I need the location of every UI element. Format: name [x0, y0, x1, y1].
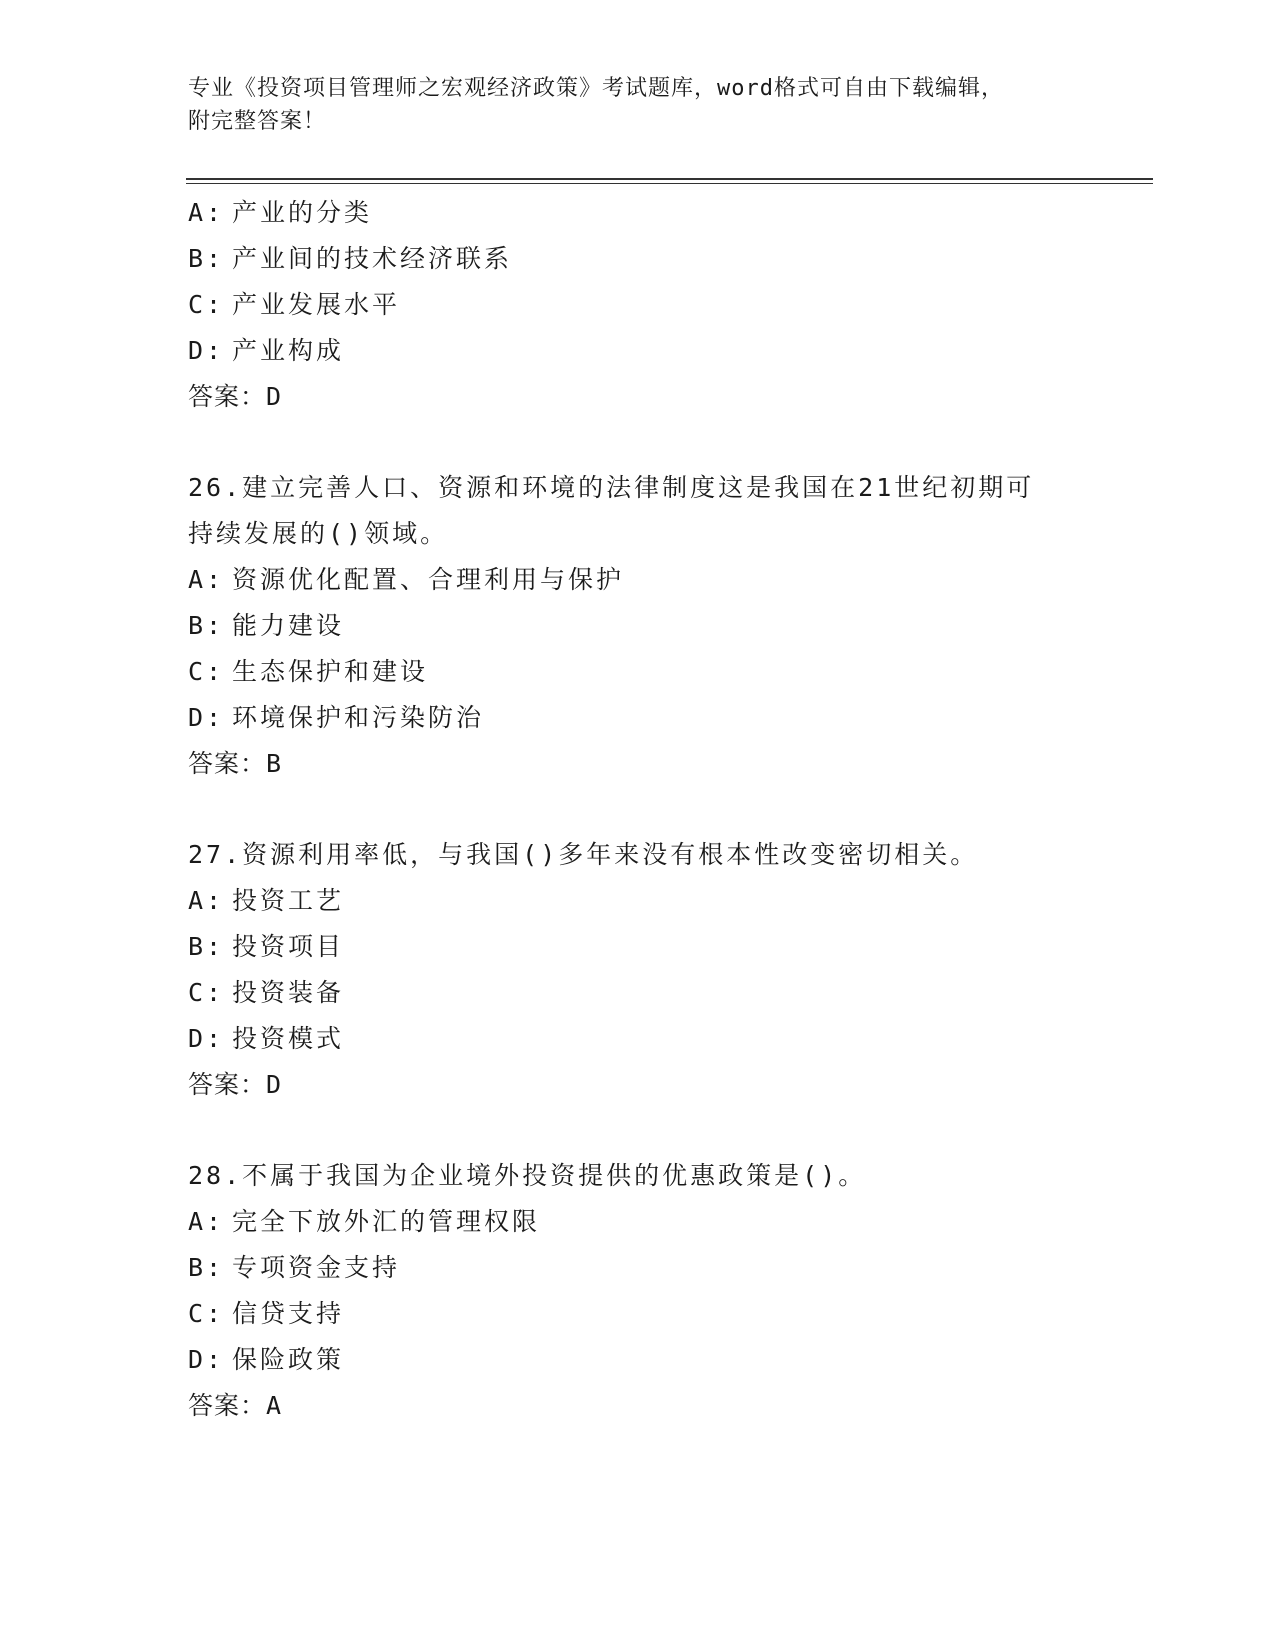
option-a — [188, 190, 1148, 236]
option-text: 完全下放外汇的管理权限 — [232, 1207, 541, 1236]
option-c — [188, 649, 1148, 695]
option-b — [188, 603, 1148, 649]
option-key: B: — [188, 1253, 225, 1282]
question-gap — [188, 787, 1148, 832]
option-text: 资源优化配置、合理利用与保护 — [232, 565, 625, 594]
option-a — [188, 557, 1148, 603]
option-a — [188, 878, 1148, 924]
option-key: C: — [188, 290, 225, 319]
option-text: 生态保护和建设 — [232, 657, 429, 686]
question-list — [188, 190, 1148, 1429]
option-c — [188, 1291, 1148, 1337]
option-key: B: — [188, 932, 225, 961]
option-b — [188, 236, 1148, 282]
option-text: 能力建设 — [232, 611, 345, 640]
option-text: 投资装备 — [232, 978, 345, 1007]
header-divider-thin — [186, 183, 1153, 184]
question-stem-line-1: 26.建立完善人口、资源和环境的法律制度这是我国在21世纪初期可 — [188, 473, 1035, 502]
header-divider-thick — [186, 178, 1153, 180]
option-text: 投资项目 — [232, 932, 345, 961]
answer-line: 答案：A — [188, 1391, 283, 1420]
option-text: 专项资金支持 — [232, 1253, 401, 1282]
header-line-1: 专业《投资项目管理师之宏观经济政策》考试题库，word格式可自由下载编辑， — [188, 76, 1004, 101]
option-key: B: — [188, 611, 225, 640]
option-key: A: — [188, 565, 225, 594]
option-d — [188, 1016, 1148, 1062]
option-text: 产业发展水平 — [232, 290, 401, 319]
option-text: 信贷支持 — [232, 1299, 345, 1328]
option-key: B: — [188, 244, 225, 273]
option-a — [188, 1199, 1148, 1245]
question-stem-line-1: 27.资源利用率低，与我国()多年来没有根本性改变密切相关。 — [188, 840, 979, 869]
question-stem-line-2: 持续发展的()领域。 — [188, 519, 449, 548]
question-gap — [188, 420, 1148, 465]
option-key: A: — [188, 1207, 225, 1236]
question-block-28 — [188, 1153, 1148, 1429]
question-block-27 — [188, 832, 1148, 1108]
option-text: 产业间的技术经济联系 — [232, 244, 513, 273]
option-d — [188, 328, 1148, 374]
option-text: 投资工艺 — [232, 886, 345, 915]
question-gap — [188, 1108, 1148, 1153]
option-d — [188, 695, 1148, 741]
option-b — [188, 924, 1148, 970]
option-key: A: — [188, 198, 225, 227]
option-key: D: — [188, 336, 225, 365]
option-key: D: — [188, 1024, 225, 1053]
option-d — [188, 1337, 1148, 1383]
option-text: 环境保护和污染防治 — [232, 703, 485, 732]
option-key: C: — [188, 978, 225, 1007]
answer-line: 答案：B — [188, 749, 283, 778]
option-c — [188, 970, 1148, 1016]
option-text: 产业构成 — [232, 336, 345, 365]
option-key: D: — [188, 1345, 225, 1374]
answer-line: 答案：D — [188, 1070, 283, 1099]
option-text: 投资模式 — [232, 1024, 345, 1053]
document-header — [188, 72, 1088, 138]
answer-line: 答案：D — [188, 382, 283, 411]
option-key: C: — [188, 1299, 225, 1328]
option-key: D: — [188, 703, 225, 732]
option-text: 保险政策 — [232, 1345, 345, 1374]
option-b — [188, 1245, 1148, 1291]
option-key: A: — [188, 886, 225, 915]
option-c — [188, 282, 1148, 328]
option-key: C: — [188, 657, 225, 686]
question-block-26 — [188, 465, 1148, 787]
header-line-2: 附完整答案！ — [188, 109, 327, 134]
question-stem-line-1: 28.不属于我国为企业境外投资提供的优惠政策是()。 — [188, 1161, 867, 1190]
option-text: 产业的分类 — [232, 198, 373, 227]
question-block-25 — [188, 190, 1148, 420]
